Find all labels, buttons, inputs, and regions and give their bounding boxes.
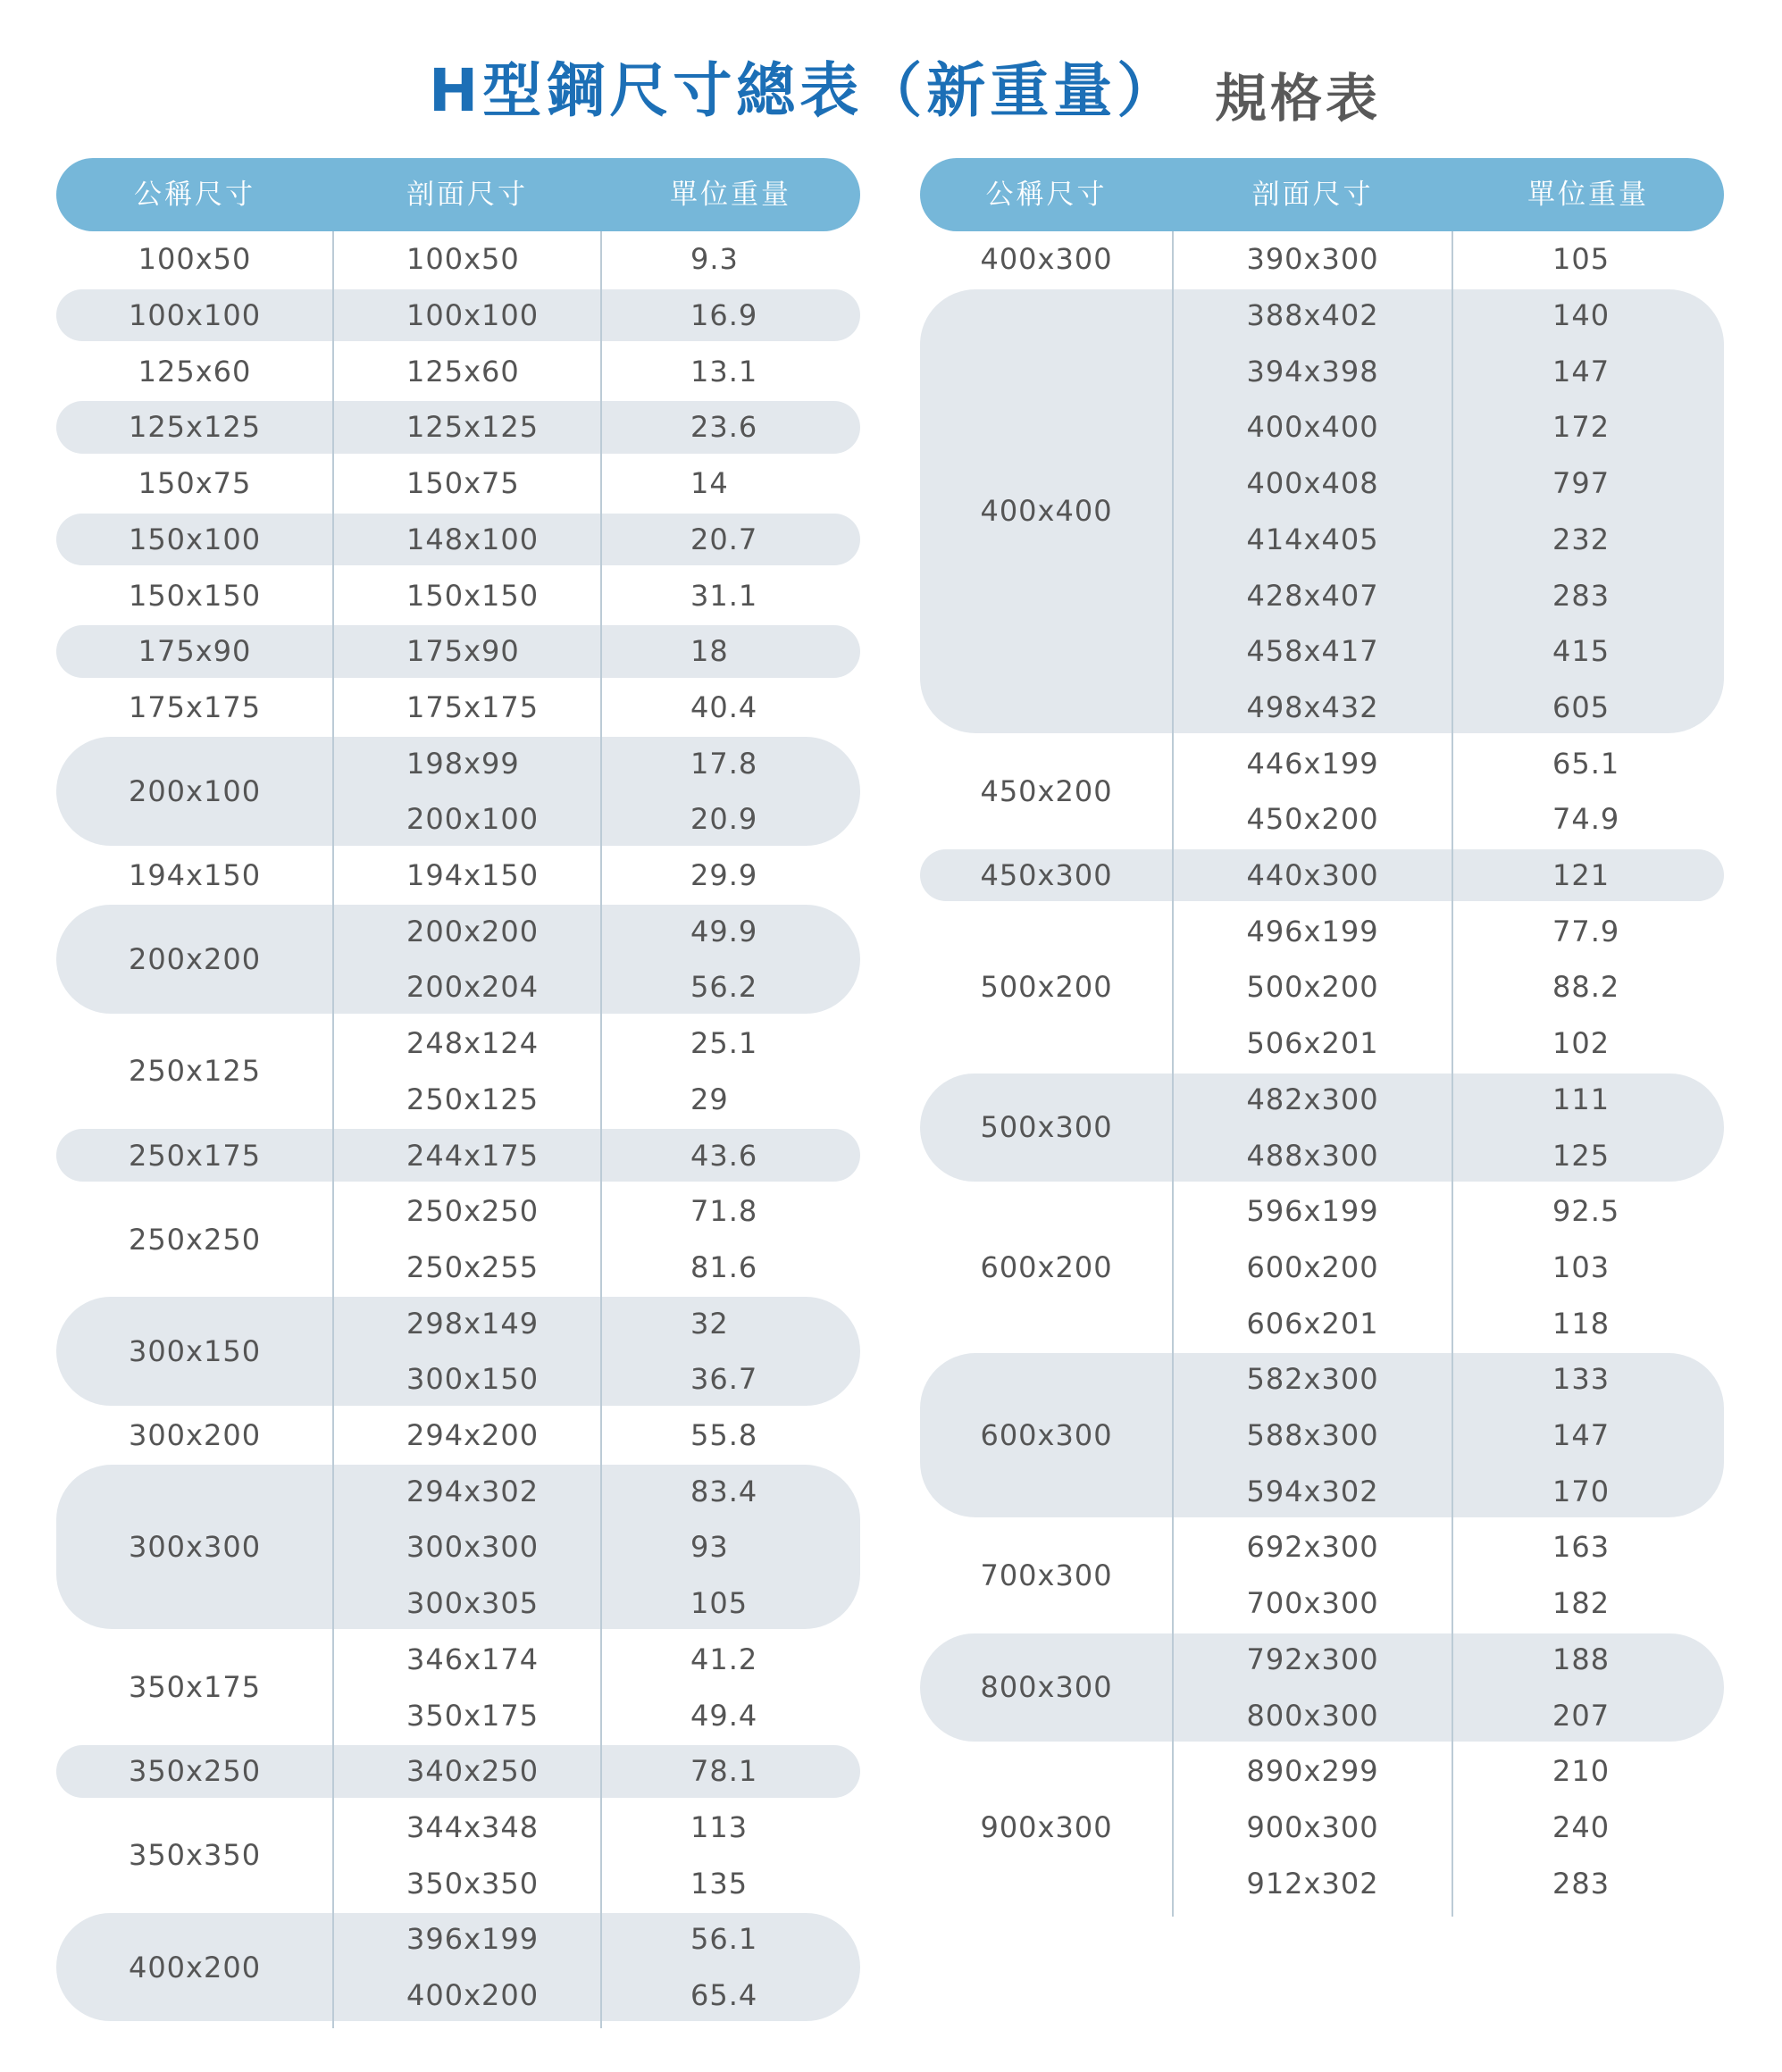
unit-weight-cell: 135 (690, 1866, 749, 1901)
section-size-cell: 300x300 (406, 1530, 540, 1565)
section-size-cell: 125x125 (406, 410, 540, 445)
nominal-size-cell: 250x175 (128, 1138, 262, 1173)
section-size-cell: 792x300 (1246, 1642, 1379, 1676)
nominal-size-cell: 500x200 (980, 970, 1113, 1005)
unit-weight-cell: 56.2 (690, 970, 758, 1005)
section-size-cell: 900x300 (1246, 1809, 1379, 1844)
unit-weight-cell: 93 (690, 1530, 729, 1565)
unit-weight-cell: 182 (1552, 1586, 1610, 1621)
section-size-cell: 394x398 (1246, 354, 1379, 388)
section-size-cell: 594x302 (1246, 1474, 1379, 1508)
unit-weight-cell: 20.7 (690, 522, 758, 556)
unit-weight-cell: 172 (1552, 410, 1610, 445)
section-size-cell: 400x408 (1246, 466, 1379, 501)
nominal-size-cell: 250x250 (128, 1222, 262, 1257)
section-size-cell: 692x300 (1246, 1530, 1379, 1565)
page-title: H型鋼尺寸總表（新重量） (429, 56, 1181, 125)
nominal-size-cell: 100x100 (128, 298, 262, 333)
section-size-cell: 400x400 (1246, 410, 1379, 445)
nominal-size-cell: 300x200 (128, 1418, 262, 1453)
nominal-size-cell: 700x300 (980, 1558, 1113, 1592)
unit-weight-cell: 83.4 (690, 1474, 758, 1508)
unit-weight-cell: 207 (1552, 1698, 1610, 1733)
column-header: 剖面尺寸 (406, 179, 528, 211)
section-size-cell: 248x124 (406, 1026, 540, 1061)
title-bar (0, 46, 1782, 136)
section-size-cell: 582x300 (1246, 1362, 1379, 1397)
unit-weight-cell: 23.6 (690, 410, 758, 445)
size-table-right (920, 158, 1724, 1911)
unit-weight-cell: 65.1 (1552, 746, 1620, 781)
unit-weight-cell: 40.4 (690, 689, 758, 724)
nominal-size-cell: 400x200 (128, 1950, 262, 1984)
unit-weight-cell: 31.1 (690, 578, 758, 613)
unit-weight-cell: 105 (1552, 242, 1610, 277)
unit-weight-cell: 56.1 (690, 1922, 758, 1957)
unit-weight-cell: 16.9 (690, 298, 758, 333)
section-size-cell: 500x200 (1246, 970, 1379, 1005)
unit-weight-cell: 140 (1552, 298, 1610, 333)
unit-weight-cell: 111 (1552, 1082, 1610, 1116)
unit-weight-cell: 13.1 (690, 354, 758, 388)
unit-weight-cell: 605 (1552, 689, 1610, 724)
nominal-size-cell: 600x300 (980, 1418, 1113, 1453)
nominal-size-cell: 350x175 (128, 1670, 262, 1705)
section-size-cell: 200x200 (406, 914, 540, 948)
nominal-size-cell: 450x200 (980, 773, 1113, 808)
section-size-cell: 396x199 (406, 1922, 540, 1957)
section-size-cell: 414x405 (1246, 522, 1379, 556)
section-size-cell: 482x300 (1246, 1082, 1379, 1116)
section-size-cell: 244x175 (406, 1138, 540, 1173)
nominal-size-cell: 350x350 (128, 1838, 262, 1873)
unit-weight-cell: 29 (690, 1082, 729, 1116)
nominal-size-cell: 150x100 (128, 522, 262, 556)
section-size-cell: 340x250 (406, 1754, 540, 1789)
section-size-cell: 388x402 (1246, 298, 1379, 333)
section-size-cell: 100x50 (406, 242, 520, 277)
unit-weight-cell: 65.4 (690, 1978, 758, 2013)
nominal-size-cell: 450x300 (980, 858, 1113, 893)
unit-weight-cell: 41.2 (690, 1642, 758, 1676)
unit-weight-cell: 81.6 (690, 1249, 758, 1284)
nominal-size-cell: 175x175 (128, 689, 262, 724)
column-header: 剖面尺寸 (1251, 179, 1374, 211)
unit-weight-cell: 121 (1552, 858, 1610, 893)
section-size-cell: 250x125 (406, 1082, 540, 1116)
nominal-size-cell: 125x125 (128, 410, 262, 445)
section-size-cell: 890x299 (1246, 1754, 1379, 1789)
unit-weight-cell: 74.9 (1552, 802, 1620, 837)
section-size-cell: 488x300 (1246, 1138, 1379, 1173)
section-size-cell: 294x200 (406, 1418, 540, 1453)
section-size-cell: 294x302 (406, 1474, 540, 1508)
unit-weight-cell: 147 (1552, 1418, 1610, 1453)
unit-weight-cell: 92.5 (1552, 1194, 1620, 1229)
section-size-cell: 446x199 (1246, 746, 1379, 781)
table-header (920, 158, 1724, 231)
section-size-cell: 175x175 (406, 689, 540, 724)
section-size-cell: 346x174 (406, 1642, 540, 1676)
unit-weight-cell: 105 (690, 1586, 749, 1621)
section-size-cell: 700x300 (1246, 1586, 1379, 1621)
unit-weight-cell: 25.1 (690, 1026, 758, 1061)
section-size-cell: 250x250 (406, 1194, 540, 1229)
unit-weight-cell: 103 (1552, 1249, 1610, 1284)
unit-weight-cell: 49.4 (690, 1698, 758, 1733)
column-divider (600, 231, 602, 2028)
section-size-cell: 496x199 (1246, 914, 1379, 948)
section-size-cell: 450x200 (1246, 802, 1379, 837)
section-size-cell: 300x150 (406, 1362, 540, 1397)
unit-weight-cell: 147 (1552, 354, 1610, 388)
unit-weight-cell: 78.1 (690, 1754, 758, 1789)
unit-weight-cell: 32 (690, 1306, 729, 1341)
nominal-size-cell: 300x300 (128, 1530, 262, 1565)
section-size-cell: 148x100 (406, 522, 540, 556)
section-size-cell: 400x200 (406, 1978, 540, 2013)
section-size-cell: 194x150 (406, 858, 540, 893)
unit-weight-cell: 71.8 (690, 1194, 758, 1229)
section-size-cell: 200x204 (406, 970, 540, 1005)
unit-weight-cell: 232 (1552, 522, 1610, 556)
nominal-size-cell: 175x90 (138, 634, 252, 669)
section-size-cell: 588x300 (1246, 1418, 1379, 1453)
section-size-cell: 250x255 (406, 1249, 540, 1284)
column-header: 單位重量 (1527, 179, 1649, 211)
column-header: 單位重量 (670, 179, 791, 211)
unit-weight-cell: 188 (1552, 1642, 1610, 1676)
section-size-cell: 600x200 (1246, 1249, 1379, 1284)
unit-weight-cell: 29.9 (690, 858, 758, 893)
section-size-cell: 390x300 (1246, 242, 1379, 277)
unit-weight-cell: 20.9 (690, 802, 758, 837)
section-size-cell: 300x305 (406, 1586, 540, 1621)
nominal-size-cell: 250x125 (128, 1054, 262, 1089)
unit-weight-cell: 118 (1552, 1306, 1610, 1341)
nominal-size-cell: 800x300 (980, 1670, 1113, 1705)
section-size-cell: 912x302 (1246, 1866, 1379, 1901)
section-size-cell: 458x417 (1246, 634, 1379, 669)
unit-weight-cell: 415 (1552, 634, 1610, 669)
nominal-size-cell: 150x150 (128, 578, 262, 613)
section-size-cell: 100x100 (406, 298, 540, 333)
nominal-size-cell: 500x300 (980, 1110, 1113, 1145)
unit-weight-cell: 170 (1552, 1474, 1610, 1508)
unit-weight-cell: 77.9 (1552, 914, 1620, 948)
section-size-cell: 298x149 (406, 1306, 540, 1341)
unit-weight-cell: 797 (1552, 466, 1610, 501)
nominal-size-cell: 400x400 (980, 494, 1113, 529)
table-header (56, 158, 860, 231)
unit-weight-cell: 113 (690, 1809, 749, 1844)
section-size-cell: 800x300 (1246, 1698, 1379, 1733)
section-size-cell: 344x348 (406, 1809, 540, 1844)
page-subtitle: 規格表 (1215, 68, 1382, 129)
nominal-size-cell: 200x200 (128, 942, 262, 977)
unit-weight-cell: 210 (1552, 1754, 1610, 1789)
unit-weight-cell: 14 (690, 466, 729, 501)
unit-weight-cell: 18 (690, 634, 729, 669)
unit-weight-cell: 55.8 (690, 1418, 758, 1453)
unit-weight-cell: 102 (1552, 1026, 1610, 1061)
section-size-cell: 150x150 (406, 578, 540, 613)
unit-weight-cell: 9.3 (690, 242, 739, 277)
unit-weight-cell: 283 (1552, 578, 1610, 613)
nominal-size-cell: 125x60 (138, 354, 252, 388)
section-size-cell: 498x432 (1246, 689, 1379, 724)
unit-weight-cell: 163 (1552, 1530, 1610, 1565)
unit-weight-cell: 240 (1552, 1809, 1610, 1844)
section-size-cell: 606x201 (1246, 1306, 1379, 1341)
unit-weight-cell: 36.7 (690, 1362, 758, 1397)
section-size-cell: 350x350 (406, 1866, 540, 1901)
nominal-size-cell: 300x150 (128, 1333, 262, 1368)
column-header: 公稱尺寸 (985, 179, 1108, 211)
section-size-cell: 198x99 (406, 746, 520, 781)
section-size-cell: 440x300 (1246, 858, 1379, 893)
section-size-cell: 350x175 (406, 1698, 540, 1733)
nominal-size-cell: 100x50 (138, 242, 252, 277)
size-table-left (56, 158, 860, 2023)
unit-weight-cell: 43.6 (690, 1138, 758, 1173)
section-size-cell: 596x199 (1246, 1194, 1379, 1229)
section-size-cell: 125x60 (406, 354, 520, 388)
nominal-size-cell: 400x300 (980, 242, 1113, 277)
nominal-size-cell: 200x100 (128, 773, 262, 808)
nominal-size-cell: 900x300 (980, 1809, 1113, 1844)
unit-weight-cell: 88.2 (1552, 970, 1620, 1005)
nominal-size-cell: 350x250 (128, 1754, 262, 1789)
unit-weight-cell: 49.9 (690, 914, 758, 948)
nominal-size-cell: 150x75 (138, 466, 252, 501)
section-size-cell: 428x407 (1246, 578, 1379, 613)
section-size-cell: 200x100 (406, 802, 540, 837)
nominal-size-cell: 600x200 (980, 1249, 1113, 1284)
unit-weight-cell: 17.8 (690, 746, 758, 781)
column-header: 公稱尺寸 (134, 179, 255, 211)
section-size-cell: 506x201 (1246, 1026, 1379, 1061)
section-size-cell: 150x75 (406, 466, 520, 501)
unit-weight-cell: 125 (1552, 1138, 1610, 1173)
nominal-size-cell: 194x150 (128, 858, 262, 893)
unit-weight-cell: 133 (1552, 1362, 1610, 1397)
unit-weight-cell: 283 (1552, 1866, 1610, 1901)
section-size-cell: 175x90 (406, 634, 520, 669)
